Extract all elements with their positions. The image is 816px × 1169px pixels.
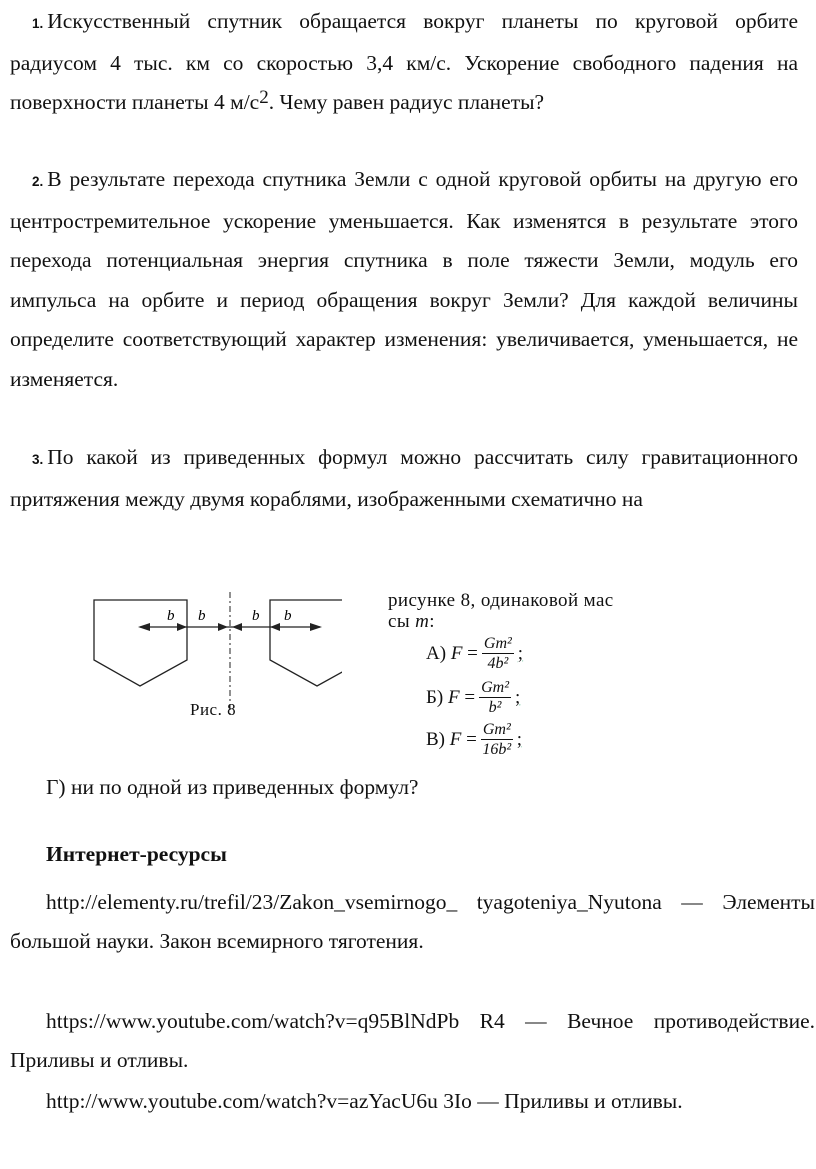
formula-option-g: Г) ни по одной из приведенных формул? xyxy=(46,775,419,799)
figure-caption: Рис. 8 xyxy=(190,700,237,719)
question-3-text: По какой из приведенных формул можно рассчитать силу гравитационного притяжения между двумя кораблями, изображенными схематично на xyxy=(10,445,798,511)
question-2-number: 2. xyxy=(32,174,44,189)
resource-item-3: http://www.youtube.com/watch?v=azYacU6u 3Io — Приливы и отливы. xyxy=(46,1089,683,1113)
label-b-2: b xyxy=(198,608,206,624)
question-1-text-a: Искусственный спутник обращается вокруг планеты по круговой орбите радиусом 4 тыс. км со скоростью 3,4 км/с. Ускорение свободного падения на поверхности планеты 4 м/с xyxy=(10,9,798,114)
question-1-sup: 2 xyxy=(259,87,269,108)
right-ship-shape xyxy=(270,600,342,686)
label-b-4: b xyxy=(284,608,292,624)
arrow-left-end xyxy=(138,623,150,631)
question-1 xyxy=(10,2,798,123)
formula-option-a: А) F = $\frac{\text{Gm²}}{\text{4b²}}$ ; xyxy=(426,635,524,672)
formula-option-b: Б) F = $\frac{\text{Gm²}}{\text{b²}}$ ; xyxy=(426,679,521,716)
question-1-text-b: . Чему равен радиус планеты? xyxy=(268,90,545,114)
resources-heading: Интернет-ресурсы xyxy=(46,842,227,866)
arrow-center-left xyxy=(218,623,228,631)
formula-intro-line1: рисунке 8, одинаковой мас xyxy=(388,590,614,611)
formula-option-v: В) F = $\frac{\text{Gm²}}{\text{16b²}}$ ; xyxy=(426,721,523,758)
question-1-number: 1. xyxy=(32,16,44,31)
formula-intro-line2: сы m: xyxy=(388,611,435,632)
label-b-1: b xyxy=(167,608,175,624)
question-2-text: В результате перехода спутника Земли с одной круговой орбиты на другую его центростремительное ускорение уменьшается. Как изменятся в результате этого перехода потенциальная энергия спутника в поле тяжести Земли, модуль его импульса на орбите и период обращения вокруг Земли? Для каждой величины определите соответствующий характер изменения: увеличивается, уменьшается, не изменяется. xyxy=(10,167,798,391)
arrow-center-right xyxy=(232,623,242,631)
resource-item-2: https://www.youtube.com/watch?v=q95BlNdPb R4 — Вечное противодействие. Приливы и отливы. xyxy=(10,1009,815,1072)
question-2 xyxy=(10,160,798,399)
mass-symbol: m xyxy=(415,611,430,632)
resource-item-1: http://elementy.ru/trefil/23/Zakon_vsemirnogo_ tyagoteniya_Nyutona — Элементы большой науки. Закон всемирного тяготения. xyxy=(10,890,815,953)
formula-intro xyxy=(388,590,614,632)
arrow-mid-right xyxy=(270,623,280,631)
question-3-number: 3. xyxy=(32,452,44,467)
question-3 xyxy=(10,438,798,519)
label-b-3: b xyxy=(252,608,260,624)
arrow-mid-left xyxy=(177,623,187,631)
formula-options xyxy=(388,590,748,760)
arrow-right-end xyxy=(310,623,322,631)
